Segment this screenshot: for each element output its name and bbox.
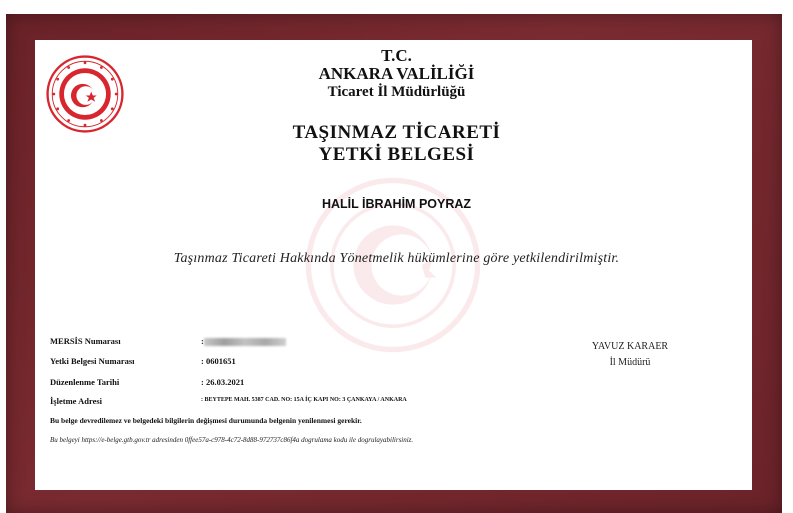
- signatory-name: YAVUZ KARAER: [591, 341, 669, 352]
- verification-note: Bu belgeyi https://e-belge.gtb.gov.tr adresinden 0ffee57a-c978-4c72-8d88-972737c86f4a dogrulama kodu ile dogrulayabilirsiniz.: [50, 436, 414, 444]
- mersis-label: MERSİS Numarası: [50, 336, 121, 346]
- authorization-statement: Taşınmaz Ticareti Hakkında Yönetmelik hükümlerine göre yetkilendirilmiştir.: [173, 251, 620, 266]
- business-address-value: : BEYTEPE MAH. 5387 CAD. NO: 15A İÇ KAPI NO: 3 ÇANKAYA / ANKARA: [201, 397, 407, 403]
- redacted-mersis-number: [204, 338, 286, 346]
- document-title-line2: YETKİ BELGESİ: [318, 144, 475, 165]
- mersis-value: :: [201, 336, 204, 346]
- document-title-line1: TAŞINMAZ TİCARETİ: [292, 122, 501, 143]
- transfer-note: Bu belge devredilemez ve belgedeki bilgilerin değişmesi durumunda belgenin yenilenmesi gerekir.: [50, 416, 362, 425]
- header-tc: T.C.: [381, 46, 412, 65]
- signatory-title: İl Müdürü: [609, 357, 651, 368]
- issue-date-value: : 26.03.2021: [201, 377, 245, 387]
- issue-date-label: Düzenlenme Tarihi: [50, 377, 120, 387]
- license-number-value: : 0601651: [201, 356, 236, 366]
- holder-name: HALİL İBRAHİM POYRAZ: [321, 197, 472, 211]
- license-number-label: Yetki Belgesi Numarası: [50, 356, 135, 366]
- header-directorate: Ticaret İl Müdürlüğü: [327, 84, 466, 100]
- business-address-label: İşletme Adresi: [50, 396, 103, 406]
- header-governorship: ANKARA VALİLİĞİ: [318, 64, 475, 83]
